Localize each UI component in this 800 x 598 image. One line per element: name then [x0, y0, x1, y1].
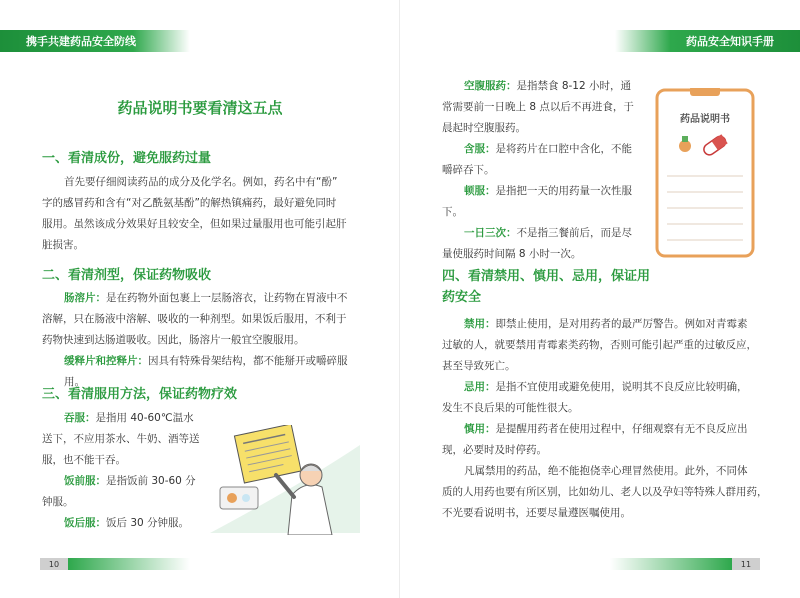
- section-3-body: 吞服：是指用 40-60℃温水 送下，不应用茶水、牛奶、酒等送 服，也不能干吞。 饭前服：是指饭前 30-60 分 钟服。 饭后服：饭后 30 分钟服。: [42, 412, 200, 529]
- term-caution: 慎用：: [464, 423, 496, 435]
- left-header: 携手共建药品安全防线: [0, 30, 190, 52]
- page-number-left: 10: [40, 558, 68, 570]
- doctor-reading-illustration: [210, 425, 360, 535]
- section-2-body: 肠溶片：是在药物外面包裹上一层肠溶衣，让药物在胃液中不 溶解，只在肠液中溶解、吸收的一种剂型。如果饭后服用，不利于 药物快速到达肠道吸收。因此，肠溶片一般宜空腹服用。 缓释片和控释片：因具有特殊骨架结构，都不能掰开或嚼碎服用。: [42, 292, 348, 388]
- medicine-leaflet-card: [655, 88, 755, 258]
- section-3-heading: 三、看清服用方法，保证药物疗效: [42, 387, 238, 402]
- right-footer: [610, 558, 760, 570]
- term-once: 顿服：: [464, 185, 496, 197]
- section-4-heading: 四、看清禁用、慎用、忌用，保证用 药安全: [442, 269, 651, 305]
- section-2-heading: 二、看清剂型，保证药物吸收: [42, 268, 212, 283]
- page-number-right: 11: [732, 558, 760, 570]
- dosing-methods-continued: 空腹服药：是指禁食 8-12 小时，通 常需要前一日晚上 8 点以后不再进食，于 晨起时空腹服药。 含服：是将药片在口腔中含化，不能 嚼碎吞下。 顿服：是指把一天的用药量一次性服 下。 一日三次：不是指三餐前后，而是尽 量使服药时间隔 8 小时一次。: [442, 80, 634, 260]
- term-after-meal: 饭后服：: [64, 517, 106, 529]
- term-three-times: 一日三次：: [464, 227, 517, 239]
- term-fasting: 空腹服药：: [464, 80, 517, 92]
- term-before-meal: 饭前服：: [64, 475, 106, 487]
- section-4-body: 禁用：即禁止使用，是对用药者的最严厉警告。例如对青霉素 过敏的人，就要禁用青霉素类药物，否则可能引起严重的过敏反应， 甚至导致死亡。 忌用：是指不宜使用或避免使用，说明其不良反应比较明确， 发生不良后果的可能性很大。 慎用：是提醒用药者在使用过程中，仔细观察有无不良反应出 现，必要时及时停药。 凡属禁用的药品，绝不能抱侥幸心理冒然使用。此外，不同体 质的人用药也要有所区别，比如幼儿、老人以及孕妇等特殊人群用药， 不光要看说明书，还要尽量遵医嘱使用。: [442, 318, 768, 519]
- term-sustained-release: 缓释片和控释片：: [64, 355, 148, 367]
- term-swallow: 吞服：: [64, 412, 96, 424]
- term-enteric: 肠溶片：: [64, 292, 106, 304]
- term-prohibited: 禁用：: [464, 318, 496, 330]
- term-sublingual: 含服：: [464, 143, 496, 155]
- section-1-heading: 一、看清成份，避免服药过量: [42, 151, 212, 166]
- left-footer: [40, 558, 190, 570]
- right-header: 药品安全知识手册: [615, 30, 800, 52]
- term-avoid: 忌用：: [464, 381, 496, 393]
- leaflet-card-title: 药品说明书: [680, 114, 730, 125]
- section-1-body: 首先要仔细阅读药品的成分及化学名。例如，药名中有“酚” 字的感冒药和含有“对乙酰氨基酚”的解热镇痛药，最好避免同时 服用。虽然该成分效果好且较安全，但如果过量服用也可能引起肝 脏损害。: [42, 176, 347, 251]
- page-title: 药品说明书要看清这五点: [117, 99, 283, 117]
